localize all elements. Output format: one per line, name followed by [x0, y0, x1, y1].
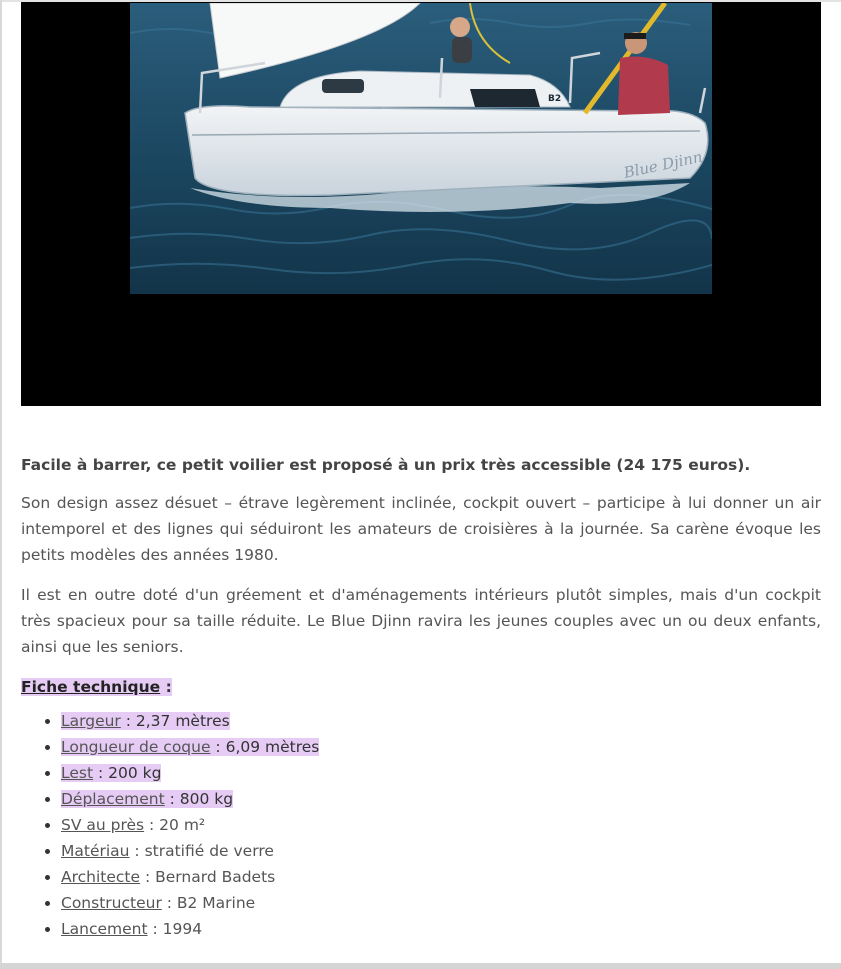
fiche-technique-highlight	[21, 678, 172, 696]
spec-item-materiau	[61, 838, 821, 864]
spec-value: : 800 kg	[164, 790, 234, 808]
spec-value: : 6,09 mètres	[210, 738, 320, 756]
spec-link-longueur[interactable]: Longueur de coque	[61, 738, 211, 756]
sailboat-illustration	[130, 3, 712, 294]
spec-link-sv[interactable]: SV au près	[61, 816, 145, 834]
spec-link-deplacement[interactable]: Déplacement	[61, 790, 165, 808]
spec-value: : 1994	[147, 920, 203, 938]
article-body	[21, 452, 821, 942]
fiche-technique-link[interactable]: Fiche technique	[21, 678, 161, 696]
left-border	[0, 0, 2, 963]
spec-item-longueur	[61, 734, 821, 760]
spec-item-architecte	[61, 864, 821, 890]
spec-item-sv	[61, 812, 821, 838]
cabin-window	[470, 89, 540, 107]
spec-value: : 20 m²	[144, 816, 206, 834]
horizontal-scrollbar[interactable]	[0, 963, 841, 969]
spec-highlight	[61, 738, 319, 756]
fiche-technique-heading	[21, 674, 821, 700]
article-lead: Facile à barrer, ce petit voilier est proposé à un prix très accessible (24 175 euros).	[21, 456, 751, 474]
spec-value: : 2,37 mètres	[120, 712, 230, 730]
spec-link-largeur[interactable]: Largeur	[61, 712, 121, 730]
article-paragraph-1: Son design assez désuet – étrave legèrement inclinée, cockpit ouvert – participe à lui donner un air intemporel et des lignes qui séduiront les amateurs de croisières à la journée. Sa carène évoque les petits modèles des années 1980.	[21, 494, 821, 564]
photo-frame	[21, 2, 821, 406]
spec-highlight	[61, 712, 230, 730]
spec-item-constructeur	[61, 890, 821, 916]
spec-value: : 200 kg	[93, 764, 162, 782]
boat-name-marking: Blue Djinn	[622, 147, 705, 182]
spec-link-lest[interactable]: Lest	[61, 764, 94, 782]
sailboat-photo[interactable]	[130, 3, 712, 294]
article-paragraph-2: Il est en outre doté d'un gréement et d'aménagements intérieurs plutôt simples, mais d'un cockpit très spacieux pour sa taille réduite. Le Blue Djinn ravira les jeunes couples avec un ou deux enfants, ainsi que les seniors.	[21, 586, 821, 656]
spec-item-lancement	[61, 916, 821, 942]
spec-item-deplacement	[61, 786, 821, 812]
spec-link-constructeur[interactable]: Constructeur	[61, 894, 162, 912]
spec-link-architecte[interactable]: Architecte	[61, 868, 141, 886]
spec-value: : B2 Marine	[161, 894, 256, 912]
boat-badge: B2	[548, 94, 562, 104]
spec-item-lest	[61, 760, 821, 786]
spec-highlight	[61, 790, 233, 808]
spec-value: : Bernard Badets	[140, 868, 276, 886]
fiche-technique-suffix: :	[160, 678, 172, 696]
spec-link-materiau[interactable]: Matériau	[61, 842, 130, 860]
spec-item-largeur	[61, 708, 821, 734]
specs-list	[21, 708, 821, 942]
spec-link-lancement[interactable]: Lancement	[61, 920, 148, 938]
spec-highlight	[61, 764, 161, 782]
spec-value: : stratifié de verre	[129, 842, 274, 860]
cabin-hatch	[322, 79, 364, 93]
sailor-front	[450, 17, 472, 63]
